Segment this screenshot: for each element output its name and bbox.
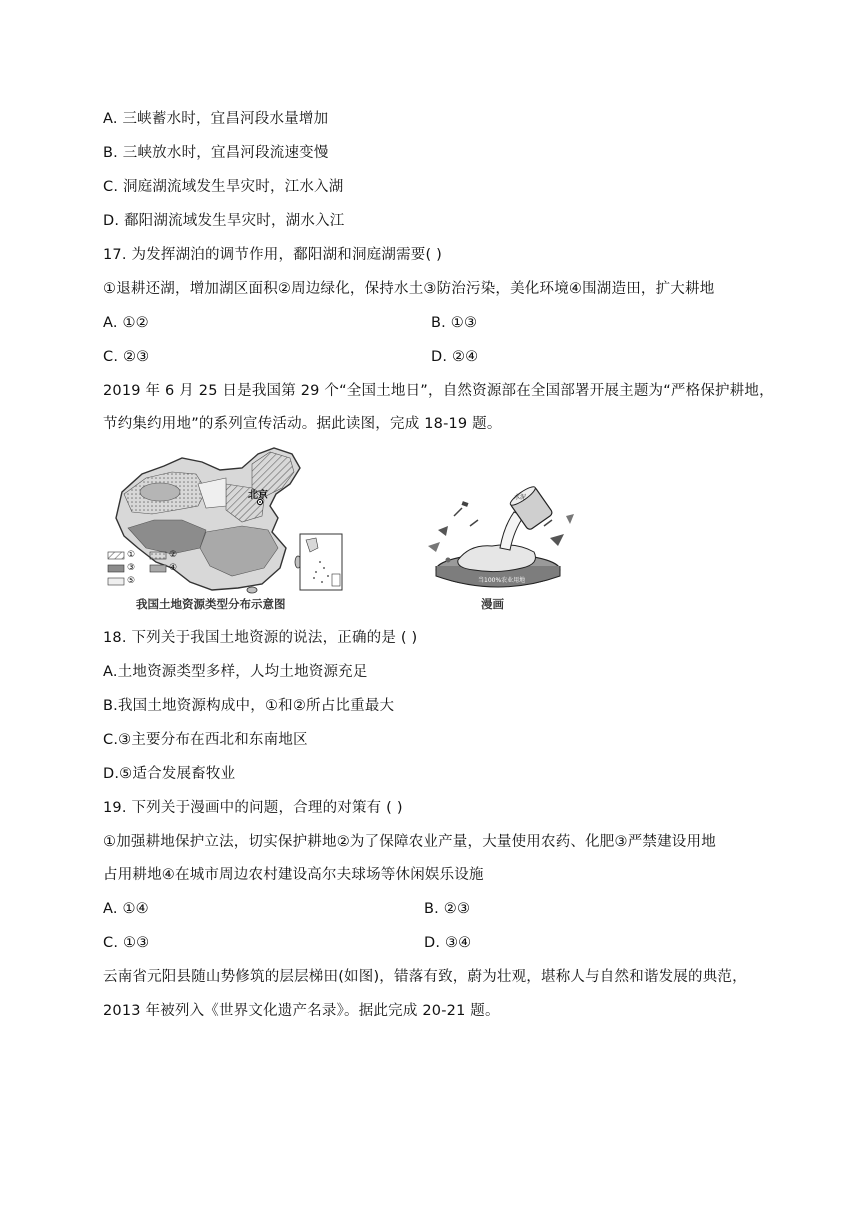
q18-option-a: A.土地资源类型多样，人均土地资源充足 <box>103 664 368 680</box>
legend-label-5: ⑤ <box>127 576 136 586</box>
q18-stem: 18. 下列关于我国土地资源的说法，正确的是 ( ) <box>103 630 418 646</box>
q17-option-d: D. ②④ <box>431 349 479 365</box>
passage-18-19-line-2: 节约集约用地”的系列宣传活动。据此读图，完成 18-19 题。 <box>103 416 502 432</box>
passage-20-21-line-1: 云南省元阳县随山势修筑的层层梯田(如图)，错落有致，蔚为壮观，堪称人与自然和谐发展的典范， <box>103 969 747 985</box>
q18-option-d: D.⑤适合发展畜牧业 <box>103 766 236 782</box>
legend-label-2: ② <box>169 550 178 560</box>
q19-option-d: D. ③④ <box>424 935 472 951</box>
passage-20-21-line-2: 2013 年被列入《世界文化遗产名录》。据此完成 20-21 题。 <box>103 1003 500 1019</box>
china-map-image <box>102 444 352 594</box>
q19-stem: 19. 下列关于漫画中的问题，合理的对策有 ( ) <box>103 800 403 816</box>
legend-label-4: ④ <box>169 563 178 573</box>
map-caption: 我国土地资源类型分布示意图 <box>136 597 286 611</box>
q17-stem: 17. 为发挥湖泊的调节作用，鄱阳湖和洞庭湖需要( ) <box>103 247 442 263</box>
cartoon-cup-label: 水泥 <box>514 494 527 501</box>
legend-label-3: ③ <box>127 563 136 573</box>
q19-option-b: B. ②③ <box>424 901 471 917</box>
q19-option-a: A. ①④ <box>103 901 149 917</box>
q19-option-c: C. ①③ <box>103 935 150 951</box>
q19-statements-line-1: ①加强耕地保护立法，切实保护耕地②为了保障农业产量，大量使用农药、化肥③严禁建设用地 <box>103 834 716 850</box>
map-beijing-label: 北京 <box>248 490 268 501</box>
q18-option-b: B.我国土地资源构成中，①和②所占比重最大 <box>103 698 395 714</box>
q17-option-c: C. ②③ <box>103 349 150 365</box>
legend-label-1: ① <box>127 550 136 560</box>
q16-option-b: B. 三峡放水时，宜昌河段流速变慢 <box>103 145 329 161</box>
q16-option-c: C. 洞庭湖流域发生旱灾时，江水入湖 <box>103 179 344 195</box>
q16-option-a: A. 三峡蓄水时，宜昌河段水量增加 <box>103 111 329 127</box>
q18-option-c: C.③主要分布在西北和东南地区 <box>103 732 308 748</box>
land-resource-map-figure <box>102 444 352 614</box>
cartoon-land-label: 当100%农业用地 <box>478 577 526 584</box>
q17-statements: ①退耕还湖，增加湖区面积②周边绿化，保持水土③防治污染，美化环境④围湖造田，扩大耕地 <box>103 281 715 297</box>
q19-statements-line-2: 占用耕地④在城市周边农村建设高尔夫球场等休闲娱乐设施 <box>103 867 484 883</box>
q17-option-b: B. ①③ <box>431 315 478 331</box>
q17-option-a: A. ①② <box>103 315 149 331</box>
cartoon-figure <box>418 486 578 614</box>
q16-option-d: D. 鄱阳湖流域发生旱灾时，湖水入江 <box>103 213 345 229</box>
passage-18-19-line-1: 2019 年 6 月 25 日是我国第 29 个“全国土地日”，自然资源部在全国部署开展主题为“严格保护耕地， <box>103 383 774 399</box>
cartoon-caption: 漫画 <box>481 597 504 611</box>
